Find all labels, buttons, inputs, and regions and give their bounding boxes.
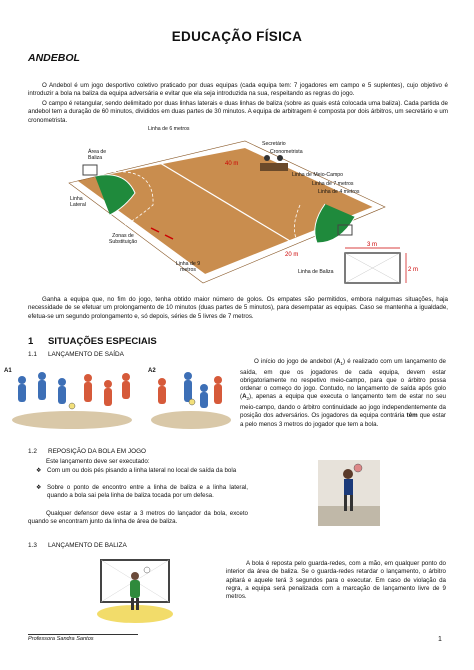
illustration-a2 [148, 362, 234, 432]
page-subtitle: ANDEBOL [28, 52, 80, 64]
section-1-number: 1 [28, 336, 34, 347]
label-secretario: Secretário [262, 141, 286, 147]
label-area-baliza: Área de Baliza [88, 149, 107, 161]
section-1-2-text: Qualquer defensor deve estar a 3 metros do lançador da bola, exceto quando se encontram junto da linha de área de baliza. [28, 510, 248, 526]
section-1-2-title: REPOSIÇÃO DA BOLA EM JOGO [48, 448, 147, 455]
intro-paragraph-2: O campo é retangular, sendo delimitado por duas linhas laterais e duas linhas de baliza (sobre as quais está colocada uma baliza). Cada partida de andebol tem a duração de 60 minutos, divididos em duas partes de 30 minutos. A equipa de arbitragem é composta por dois árbitros, um secretário e um cronometrista. [28, 100, 448, 124]
paragraph-3: Ganha a equipa que, no fim do jogo, tenha obtido maior número de golos. Os empates são permitidos, embora nalgumas situações, haja necessidade de se efetuar um prolongamento de 10 minutos (duas partes de 5 minutos), para desempatar as equipas. Caso se mantenha a igualdade, efetua-se um segundo prolongamento e, só depois, séries de 5 livres de 7 metros. [28, 296, 448, 320]
section-1-2-bullet-2: ❖ Sobre o ponto de encontro entre a linha de baliza e a linha lateral, quando a bola sai pela linha de baliza tocada por um defesa. [36, 484, 248, 500]
footer-author: Professora Sandra Santos [28, 636, 94, 642]
intro-paragraph-1: O Andebol é um jogo desportivo coletivo praticado por duas equipas (cada equipa tem: 7 jogadores em campo e 5 suplentes), cujo objetivo é introduzir a bola na baliza da equipa adversária e evitar que ela seja introduzida na sua, respeitando as regras do jogo. [28, 82, 448, 98]
section-1-2-intro: Este lançamento deve ser executado: [46, 458, 150, 465]
court-length-label: 40 m [225, 161, 239, 167]
illustration-a1 [8, 362, 136, 432]
section-1-3-number: 1.3 [28, 542, 37, 549]
court-width-label: 20 m [285, 252, 299, 258]
illustration-goalkeeper [95, 556, 175, 624]
label-zonas-substituicao: Zonas de Substituição [108, 233, 138, 245]
label-linha-9m: Linha de 9 metros [175, 261, 201, 273]
footer-divider [28, 634, 138, 635]
label-linha-7m: Linha de 7 metros [312, 181, 354, 187]
illustration-a1-label: A1 [4, 368, 12, 374]
section-1-3-text: A bola é reposta pelo guarda-redes, com a mão, em qualquer ponto do interior da área de baliza. Se o guarda-redes retardar o lançamento, o árbitro apitará e aquele terá 3 segundos para o executar. Em caso de violação da regra, a equipa será penalizada com a marcação de lançamento livre de 9 metros. [226, 560, 446, 601]
section-1-1-text: O início do jogo de andebol $(A_1)$ é realizado com um lançamento de saída, em que os jogadores de cada equipa, devem estar obrigatoriamente no respetivo meio-campo, para que o árbitro possa ordenar o começo do jogo. Contudo, no lançamento de saída após golo $(A_2)$, apenas a equipa que executa o lançamento tem de estar no seu meio-campo, dando o árbitro continuidade ao jogo independentemente da posição dos adversários. Os jogadores da equipa contrária têm que estar a pelo menos 3 metros do jogador que tem a bola. [240, 358, 446, 428]
label-meio-campo: Linha de Meio-Campo [292, 172, 344, 178]
page-number: 1 [438, 636, 442, 643]
section-1-1-number: 1.1 [28, 351, 37, 358]
section-1-3-title: LANÇAMENTO DE BALIZA [48, 542, 127, 549]
page-title: EDUCAÇÃO FÍSICA [171, 29, 303, 44]
section-1-title: SITUAÇÕES ESPECIAIS [48, 336, 157, 347]
label-linha-4m: Linha de 4 metros [318, 189, 360, 195]
label-linha-baliza: Linha de Baliza [298, 269, 334, 275]
officials-table [260, 163, 288, 171]
goal-width-label: 3 m [367, 242, 378, 248]
illustration-a2-label: A2 [148, 368, 156, 374]
section-1-2-bullet-1: ❖ Com um ou dois pés pisando a linha lateral no local de saída da bola [36, 467, 237, 474]
label-cronometrista: Cronometrista [270, 149, 303, 155]
left-goal [83, 165, 97, 175]
photo-throw-in [318, 460, 380, 526]
section-1-1-title: LANÇAMENTO DE SAÍDA [48, 351, 124, 358]
section-1-2-number: 1.2 [28, 448, 37, 455]
label-linha-6m: Linha de 6 metros [148, 126, 190, 132]
label-linha-lateral: Linha Lateral [70, 196, 86, 208]
goal-height-label: 2 m [408, 267, 419, 273]
